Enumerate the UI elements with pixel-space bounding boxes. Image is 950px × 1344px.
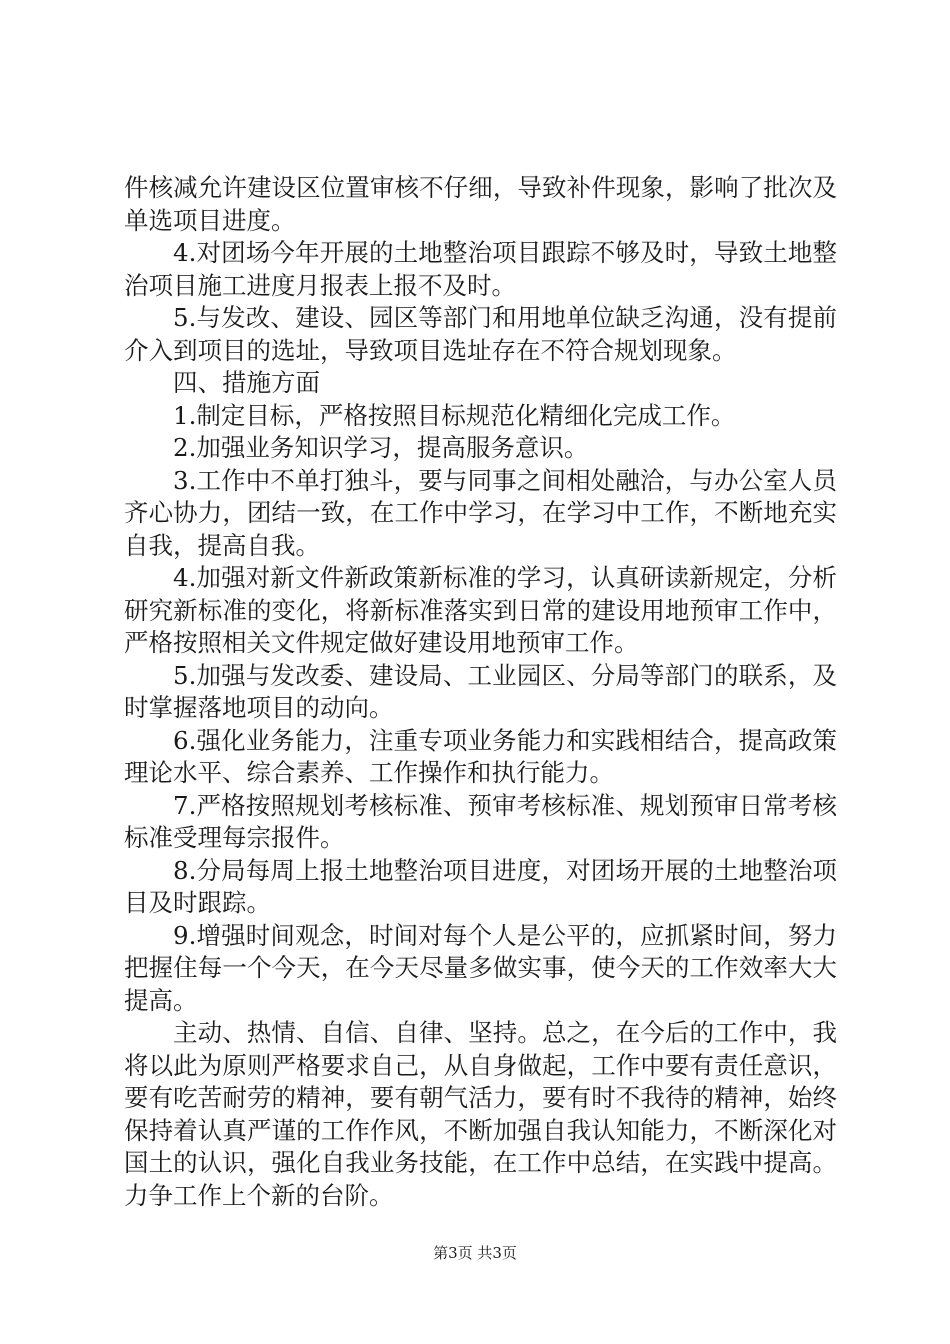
page-footer <box>0 1243 950 1263</box>
measure-item-1: 1.制定目标，严格按照目标规范化精细化完成工作。 <box>173 400 736 430</box>
paragraph-item-5-communication: 5.与发改、建设、园区等部门和用地单位缺乏沟通，没有提前介入到项目的选址，导致项目选址存在不符合规划现象。 <box>124 303 837 365</box>
measure-item-3: 3.工作中不单打独斗，要与同事之间相处融洽，与办公室人员齐心协力，团结一致，在工作中学习，在学习中工作，不断地充实自我，提高自我。 <box>124 465 837 560</box>
page-number-label: 第3页 共3页 <box>433 1244 517 1262</box>
measure-item-9: 9.增强时间观念，时间对每个人是公平的，应抓紧时间，努力把握住每一个今天，在今天尽量多做实事，使今天的工作效率大大提高。 <box>124 920 837 1015</box>
paragraph-continuation: 件核减允许建设区位置审核不仔细，导致补件现象，影响了批次及单选项目进度。 <box>124 173 837 235</box>
measure-item-8: 8.分局每周上报土地整治项目进度，对团场开展的土地整治项目及时跟踪。 <box>124 855 837 917</box>
measure-item-2: 2.加强业务知识学习，提高服务意识。 <box>173 433 589 462</box>
measure-item-5: 5.加强与发改委、建设局、工业园区、分局等部门的联系，及时掌握落地项目的动向。 <box>124 660 837 722</box>
conclusion-paragraph: 主动、热情、自信、自律、坚持。总之，在今后的工作中，我将以此为原则严格要求自己，从自身做起，工作中要有责任意识，要有吃苦耐劳的精神，要有朝气活力，要有时不我待的精神，始终保持着认真严谨的工作作风，不断加强自我认知能力，不断深化对国土的认识，强化自我业务技能，在工作中总结，在实践中提高。力争工作上个新的台阶。 <box>124 1018 837 1210</box>
paragraph-item-4-tracking: 4.对团场今年开展的土地整治项目跟踪不够及时，导致土地整治项目施工进度月报表上报不及时。 <box>124 238 837 300</box>
measure-item-7: 7.严格按照规划考核标准、预审考核标准、规划预审日常考核标准受理每宗报件。 <box>124 790 837 852</box>
measure-item-4: 4.加强对新文件新政策新标准的学习，认真研读新规定，分析研究新标准的变化，将新标准落实到日常的建设用地预审工作中，严格按照相关文件规定做好建设用地预审工作。 <box>124 563 837 657</box>
document-body <box>124 172 837 1212</box>
section-heading-measures: 四、措施方面 <box>173 368 320 397</box>
measure-item-6: 6.强化业务能力，注重专项业务能力和实践相结合，提高政策理论水平、综合素养、工作操作和执行能力。 <box>124 725 837 787</box>
